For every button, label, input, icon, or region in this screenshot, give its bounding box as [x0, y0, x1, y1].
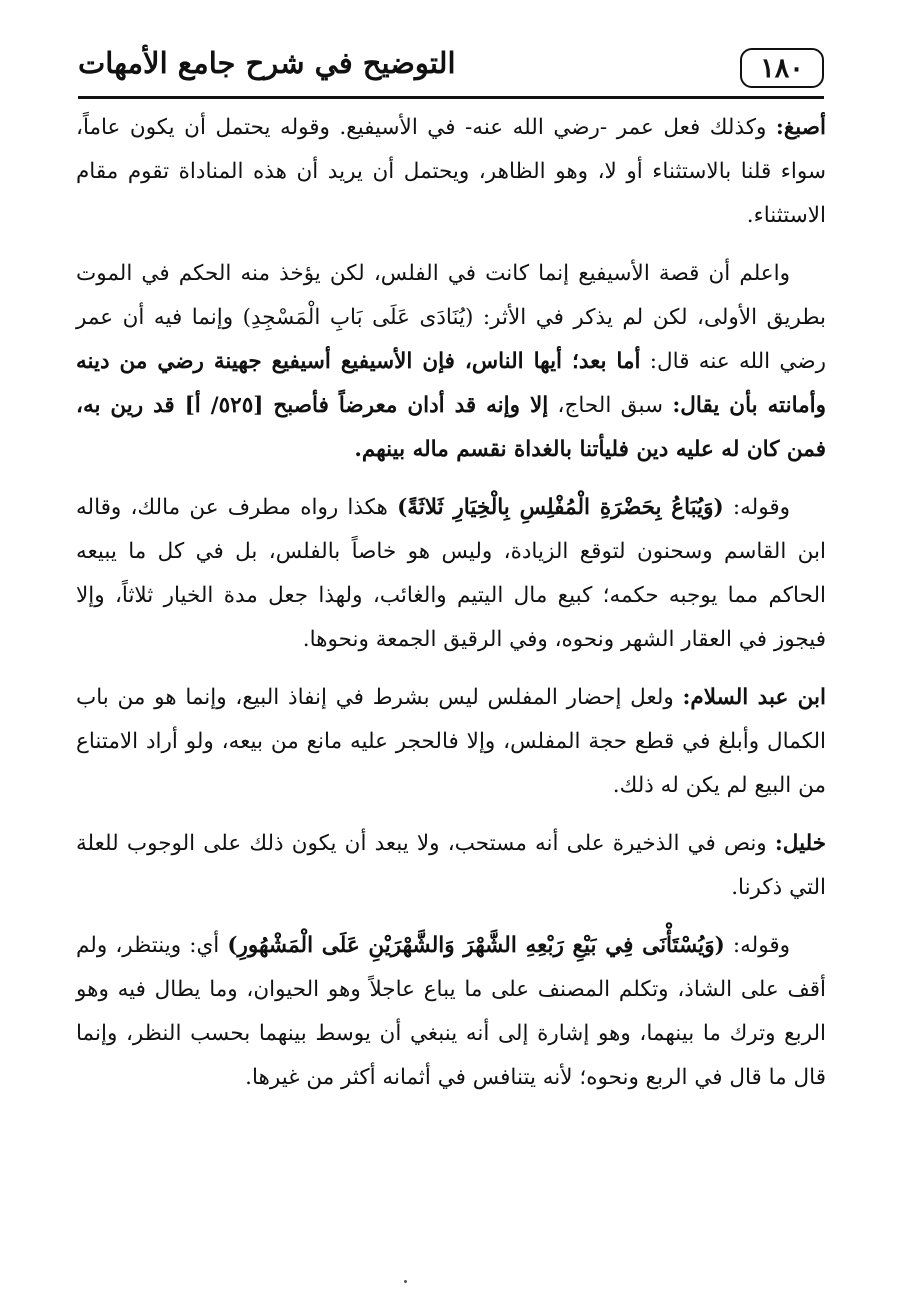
text-run: أي: وينتظر، ولم أقف على الشاذ، وتكلم المصنف على ما يباع عاجلاً وهو الحيوان، وما يطال فيه وهو الربع وترك ما بينهما، وهو إشارة إلى أنه ينبغي أن يوسط بينهما بحسب النظر، وإنما قال ما قال في الربع ونحوه؛ لأنه يتنافس في أثمانه أكثر من غيرها.: [76, 933, 826, 1090]
text-run: سبق الحاج،: [548, 393, 673, 418]
text-run: ولعل إحضار المفلس ليس بشرط في إنفاذ البيع، وإنما هو من باب الكمال وأبلغ في قطع حجة المفلس، وإلا فالحجر عليه مانع من بيعه، ولو أراد الامتناع من البيع لم يكن له ذلك.: [76, 685, 826, 798]
paragraph-p3: [76, 486, 826, 662]
page-number: ١٨٠: [740, 48, 824, 88]
speaker-name: خليل:: [774, 831, 826, 856]
body-text: [76, 106, 826, 1114]
text-run: (يُنَادَى عَلَى بَابِ الْمَسْجِدِ): [242, 305, 474, 330]
text-run: ونص في الذخيرة على أنه مستحب، ولا يبعد أن يكون ذلك على الوجوب للعلة التي ذكرنا.: [76, 831, 826, 900]
paragraph-p5: [76, 822, 826, 910]
quoted-matn: (وَيُبَاعُ بِحَضْرَةِ الْمُفْلِسِ بِالْخِيَارِ ثَلاثَةً): [397, 495, 724, 520]
text-run: وقوله:: [723, 495, 790, 520]
speaker-name: ابن عبد السلام:: [682, 685, 826, 710]
text-run: وإنما فيه أن عمر رضي الله عنه قال:: [76, 305, 826, 374]
paragraph-p1: [76, 106, 826, 238]
paragraph-p6: [76, 924, 826, 1100]
scan-speck: [404, 1280, 407, 1283]
paragraph-p2: [76, 252, 826, 472]
speaker-name: أصبغ:: [775, 115, 826, 140]
quoted-matn: (وَيُسْتَأْنَى فِي بَيْعِ رَبْعِهِ الشَّهْرَ وَالشَّهْرَيْنِ عَلَى الْمَشْهُورِ): [227, 933, 725, 958]
book-title: التوضيح في شرح جامع الأمهات: [78, 46, 456, 80]
text-run: وقوله:: [724, 933, 790, 958]
text-run: وكذلك فعل عمر -رضي الله عنه- في الأسيفيع. وقوله يحتمل أن يكون عاماً، سواء قلنا بالاستثناء أو لا، وهو الظاهر، ويحتمل أن يريد أن هذه المناداة تقوم مقام الاستثناء.: [76, 115, 826, 228]
page-header: [78, 40, 824, 99]
paragraph-p4: [76, 676, 826, 808]
text-run: واعلم أن قصة الأسيفيع إنما كانت في الفلس، لكن يؤخذ منه الحكم في الموت بطريق الأولى، لكن لم يذكر في الأثر:: [76, 261, 826, 330]
text-run: هكذا رواه مطرف عن مالك، وقاله ابن القاسم وسحنون لتوقع الزيادة، وليس هو خاصاً بالفلس، بل في كل ما يبيعه الحاكم مما يوجبه حكمه؛ كبيع مال اليتيم والغائب، ولهذا جعل مدة الخيار ثلاثاً، وإلا فيجوز في العقار الشهر ونحوه، وفي الرقيق الجمعة ونحوها.: [76, 495, 826, 652]
bold-text: أما بعد؛ أيها الناس، فإن الأسيفيع أسيفيع جهينة رضي من دينه وأمانته بأن يقال:: [76, 349, 826, 418]
bold-text: إلا وإنه قد أدان معرضاً فأصبح [٥٢٥/ أ] قد رين به، فمن كان له عليه دين فليأتنا بالغداة نقسم ماله بينهم.: [76, 393, 826, 462]
